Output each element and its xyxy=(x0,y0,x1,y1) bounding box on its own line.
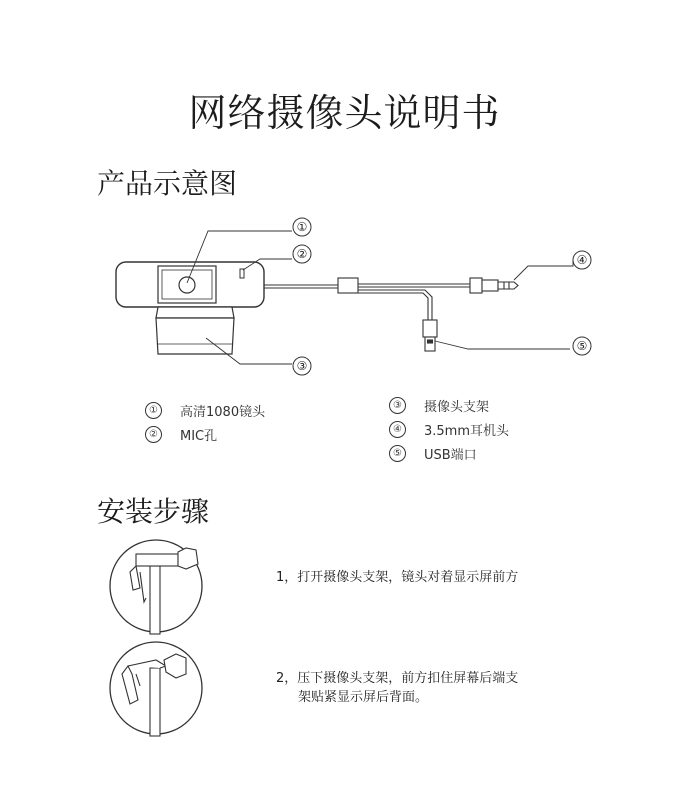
legend-item-audio-jack xyxy=(389,420,509,439)
legend-item-lens xyxy=(145,401,265,420)
legend-item-stand xyxy=(389,396,489,415)
legend-label: USB端口 xyxy=(424,448,477,463)
callout-5: ⑤ xyxy=(576,339,588,353)
usb-plug-shape xyxy=(423,320,437,351)
legend-number: ① xyxy=(145,402,162,419)
step-1-text: 1，打开摄像头支架，镜头对着显示屏前方 xyxy=(276,570,519,585)
step-2-illustration xyxy=(106,638,206,738)
step-2-text xyxy=(276,669,518,707)
callout-3: ③ xyxy=(296,359,308,373)
section-heading-diagram: 产品示意图 xyxy=(97,167,238,200)
product-diagram xyxy=(0,200,689,390)
mic-hole-shape xyxy=(240,269,244,278)
legend-label: MIC孔 xyxy=(180,429,218,444)
step-2-line-1: 2，压下摄像头支架，前方扣住屏幕后端支 xyxy=(276,671,519,686)
legend-item-mic xyxy=(145,425,217,444)
cable-lines xyxy=(264,278,470,320)
legend-label: 高清1080镜头 xyxy=(180,405,266,420)
legend-number: ② xyxy=(145,426,162,443)
legend-number: ④ xyxy=(389,421,406,438)
legend-number: ③ xyxy=(389,397,406,414)
legend-label: 摄像头支架 xyxy=(424,400,490,415)
section-heading-install: 安装步骤 xyxy=(97,495,210,528)
step-1-illustration xyxy=(106,536,206,636)
callout-1: ① xyxy=(296,220,308,234)
legend-label: 3.5mm耳机头 xyxy=(424,424,510,439)
webcam-body xyxy=(116,262,264,307)
legend-number: ⑤ xyxy=(389,445,406,462)
audio-jack-shape xyxy=(470,278,518,293)
page-title: 网络摄像头说明书 xyxy=(188,91,501,135)
webcam-stand xyxy=(156,307,234,354)
callout-2: ② xyxy=(296,247,308,261)
step-2-line-2: 架贴紧显示屏后背面。 xyxy=(298,690,429,705)
legend-item-usb xyxy=(389,444,477,463)
callout-4: ④ xyxy=(576,253,588,267)
